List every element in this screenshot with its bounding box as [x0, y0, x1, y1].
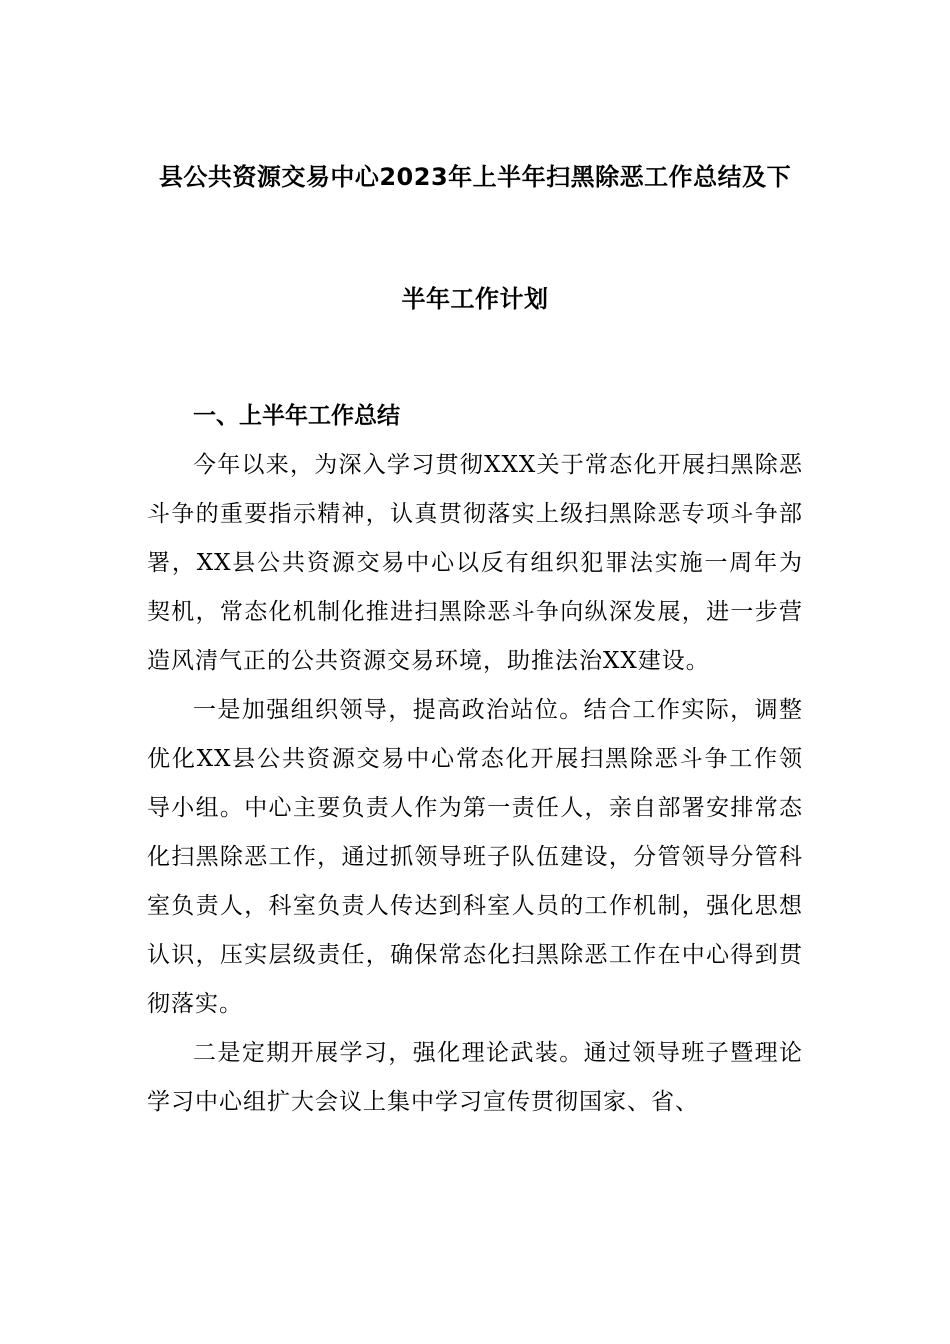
document-title-line-2: 半年工作计划 [401, 285, 549, 313]
paragraph-intro: 今年以来，为深入学习贯彻XXX关于常态化开展扫黑除恶斗争的重要指示精神，认真贯彻落实上级扫黑除恶专项斗争部署，XX县公共资源交易中心以反有组织犯罪法实施一周年为契机，常态化机制化推进扫黑除恶斗争向纵深发展，进一步营造风清气正的公共资源交易环境，助推法治XX建设。 [147, 452, 803, 674]
paragraph-organization-leadership: 一是加强组织领导，提高政治站位。结合工作实际，调整优化XX县公共资源交易中心常态化开展扫黑除恶斗争工作领导小组。中心主要负责人作为第一责任人，亲自部署安排常态化扫黑除恶工作，通过抓领导班子队伍建设，分管领导分管科室负责人，科室负责人传达到科室人员的工作机制，强化思想认识，压实层级责任，确保常态化扫黑除恶工作在中心得到贯彻落实。 [147, 697, 803, 1017]
document-title-line-1: 县公共资源交易中心2023年上半年扫黑除恶工作总结及下 [158, 163, 792, 191]
paragraph-regular-study: 二是定期开展学习，强化理论武装。通过领导班子暨理论学习中心组扩大会议上集中学习宣传贯彻国家、省、 [147, 1040, 803, 1115]
document-body [147, 392, 803, 1127]
section-heading-first-half-summary: 一、上半年工作总结 [193, 403, 400, 429]
